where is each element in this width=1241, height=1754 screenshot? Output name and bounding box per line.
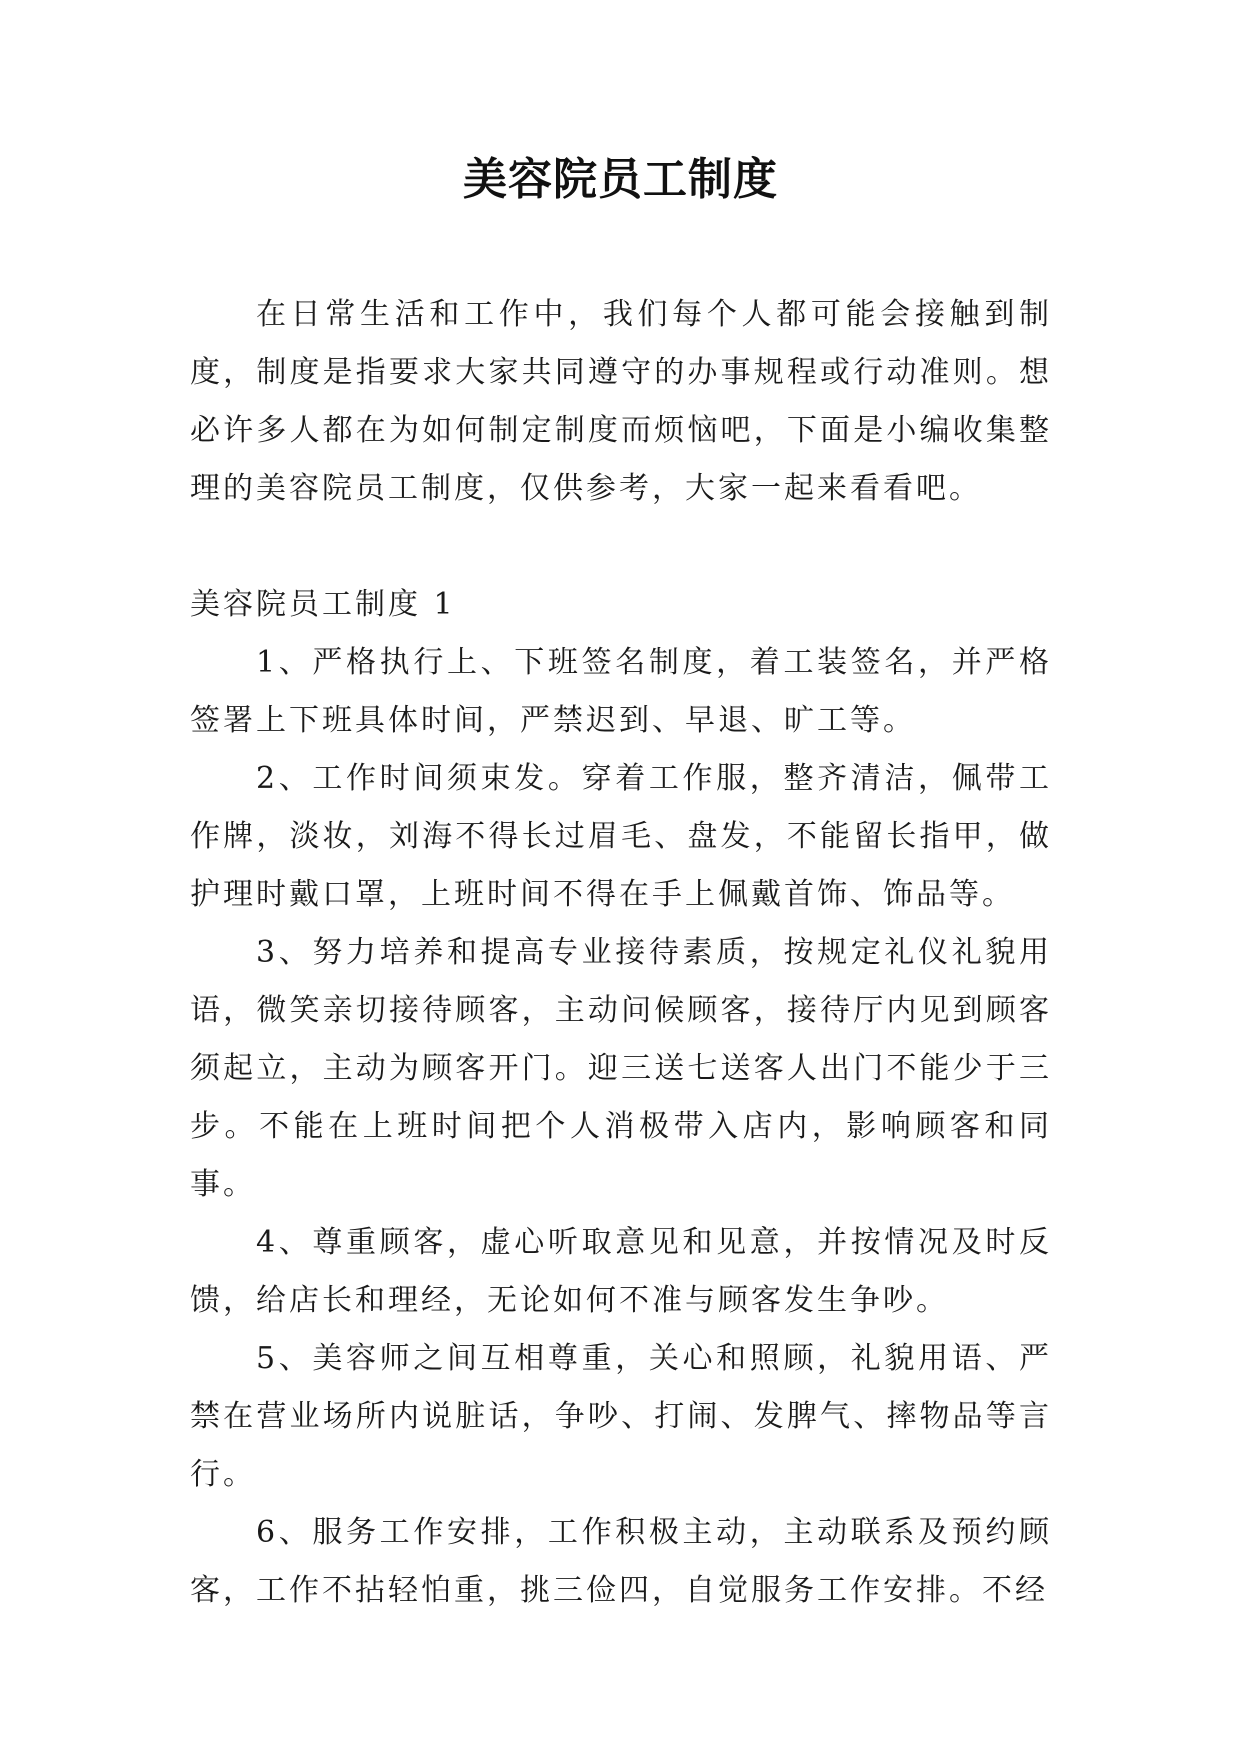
list-item: 6、服务工作安排，工作积极主动，主动联系及预约顾客，工作不拈轻怕重，挑三俭四，自觉服务工作安排。不经 [190,1515,1052,1608]
list-item: 4、尊重顾客，虚心听取意见和见意，并按情况及时反馈，给店长和理经，无论如何不准与顾客发生争吵。 [190,1225,1052,1318]
intro-paragraph: 在日常生活和工作中，我们每个人都可能会接触到制度，制度是指要求大家共同遵守的办事规程或行动准则。想必许多人都在为如何制定制度而烦恼吧，下面是小编收集整理的美容院员工制度，仅供参考，大家一起来看看吧。 [190,297,1052,506]
list-item: 5、美容师之间互相尊重，关心和照顾，礼貌用语、严禁在营业场所内说脏话，争吵、打闹、发脾气、摔物品等言行。 [190,1341,1052,1492]
section-heading: 美容院员工制度 1 [190,587,456,622]
list-item: 3、努力培养和提高专业接待素质，按规定礼仪礼貌用语，微笑亲切接待顾客，主动问候顾客，接待厅内见到顾客须起立，主动为顾客开门。迎三送七送客人出门不能少于三步。不能在上班时间把个人消极带入店内，影响顾客和同事。 [190,935,1052,1202]
document-body [190,286,1052,1620]
list-item: 1、严格执行上、下班签名制度，着工装签名，并严格签署上下班具体时间，严禁迟到、早退、旷工等。 [190,645,1052,738]
document-title: 美容院员工制度 [463,154,778,205]
list-item: 2、工作时间须束发。穿着工作服，整齐清洁，佩带工作牌，淡妆，刘海不得长过眉毛、盘发，不能留长指甲，做护理时戴口罩，上班时间不得在手上佩戴首饰、饰品等。 [190,761,1052,912]
